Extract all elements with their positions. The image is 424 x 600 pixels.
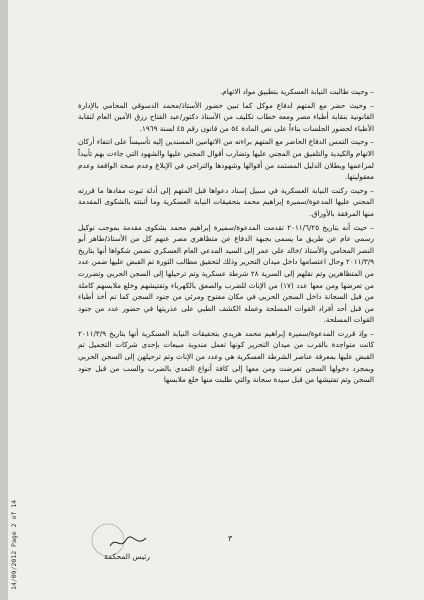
paragraph: – وحيث طالبت النيابة العسكرية بتطبيق مواد الاتهام. xyxy=(220,87,374,96)
signature-label: رئيس المحكمة xyxy=(104,552,150,561)
scan-edge xyxy=(0,0,8,600)
signature-image xyxy=(108,532,148,552)
paragraph: – وحيث التمس الدفاع الحاضر مع المتهم براءته من الاتهامين المسندين إليه تأسيساً على انتفاء أركان الاتهام والكيدية والتلفيق من المجني عليها وتضارب أقوال المجني عليها والشهود التي جاءت بهم تأبيداً لمزاعمها وبطلان الدليل المستمد من أقوالها وشهودها والتراخي في الإبلاغ وعدم صحة الواقعة وعدم معقوليتها. xyxy=(78,137,374,182)
side-margin-stamp: 14/09/2012 Page 2 of 14 xyxy=(10,499,18,590)
document-body xyxy=(78,86,374,536)
paragraph: – حيث أنه بتاريخ ٢٠١١/٦/٢٥ تقدمت المدعوة/سميرة إبراهيم محمد بشكوى مقدمة بموجب توكيل رسمي عام عن طريق ما يسمى بجبهة الدفاع عن متظاهري مصر عنهم كل من الأستاذ/طاهر أبو النصر المحامي والأستاذ /خالد علي عمر إلى السيد المدعي العام العسكري تضمن شكواها أنها بتاريخ ٢٠١١/٣/٩ وحال اعتصامها داخل ميدان التحرير وذلك لتحقيق مطالب الثورة تم القبض عليها ضمن عدد من المتظاهرين وتم نقلهم إلى السرية ٢٨ شرطة عسكرية وتم ترحيلها إلى السجن الحربي وتضررت من تعرضها ومن معها عدد (١٧) من الإناث للضرب والصعق بالكهرباء وتفتيشهم وخلع ملابسهم كاملة من قبل السجانة داخل السجن الحربي في مكان مفتوح ومرئي من جنود السجن كما تم أخذ أطباء من قبل أحد أفراد القوات المسلحة وعمله الكشف الطبي على عذريتها في حضور عدد من جنود القوات المسلحة. xyxy=(78,222,374,325)
paragraph: – وإذ قررت المدعوة/سميرة إبراهيم محمد هريدي بتحقيقات النيابة العسكرية أنها بتاريخ ٢٠١١/٣/٩ كانت متواجدة بالقرب من ميدان التحرير كونها تعمل مندوبة مبيعات بإحدى شركات التجميل تم القبض عليها بمعرفة عناصر الشرطة العسكرية هي وعدد من الإناث وتم ترحيلهن إلى السجن الحربي وبمجرد دخولها السجن تعرضت ومن معها إلى كافة أنواع التعدي بالضرب والسب من قبل جنود السجن وتم تفتيشها من قبل سيدة سجانة والتي طلبت منها خلع ملابسها xyxy=(78,328,374,385)
paragraph: – وحيث حضر مع المتهم لدفاع موكل كما تبين حضور الأستاذ/محمد الدسوقي المحامي بالإدارة القانونية بنقابة أطباء مصر ومعه خطاب تكليف من الأستاذ دكتور/عبد الفتاح رزق الأمين العام لنقابة الأطباء لحضور الجلسات بناءاً على نص المادة ٥٤ من قانون رقم ٤٥ لسنة ١٩٦٩. xyxy=(78,100,374,133)
paragraph: – وحيث ركنت النيابة العسكرية في سبيل إسناد دعواها قبل المتهم إلى أدلة ثبوت مفادها ما قررته المجني عليها المدعوة/سميرة إبراهيم محمد بتحقيقات النيابة العسكرية وما أثبتته بالشكوى المقدمة منها المرفقة بالأوراق. xyxy=(78,185,374,218)
page-number: ٣ xyxy=(228,534,233,543)
